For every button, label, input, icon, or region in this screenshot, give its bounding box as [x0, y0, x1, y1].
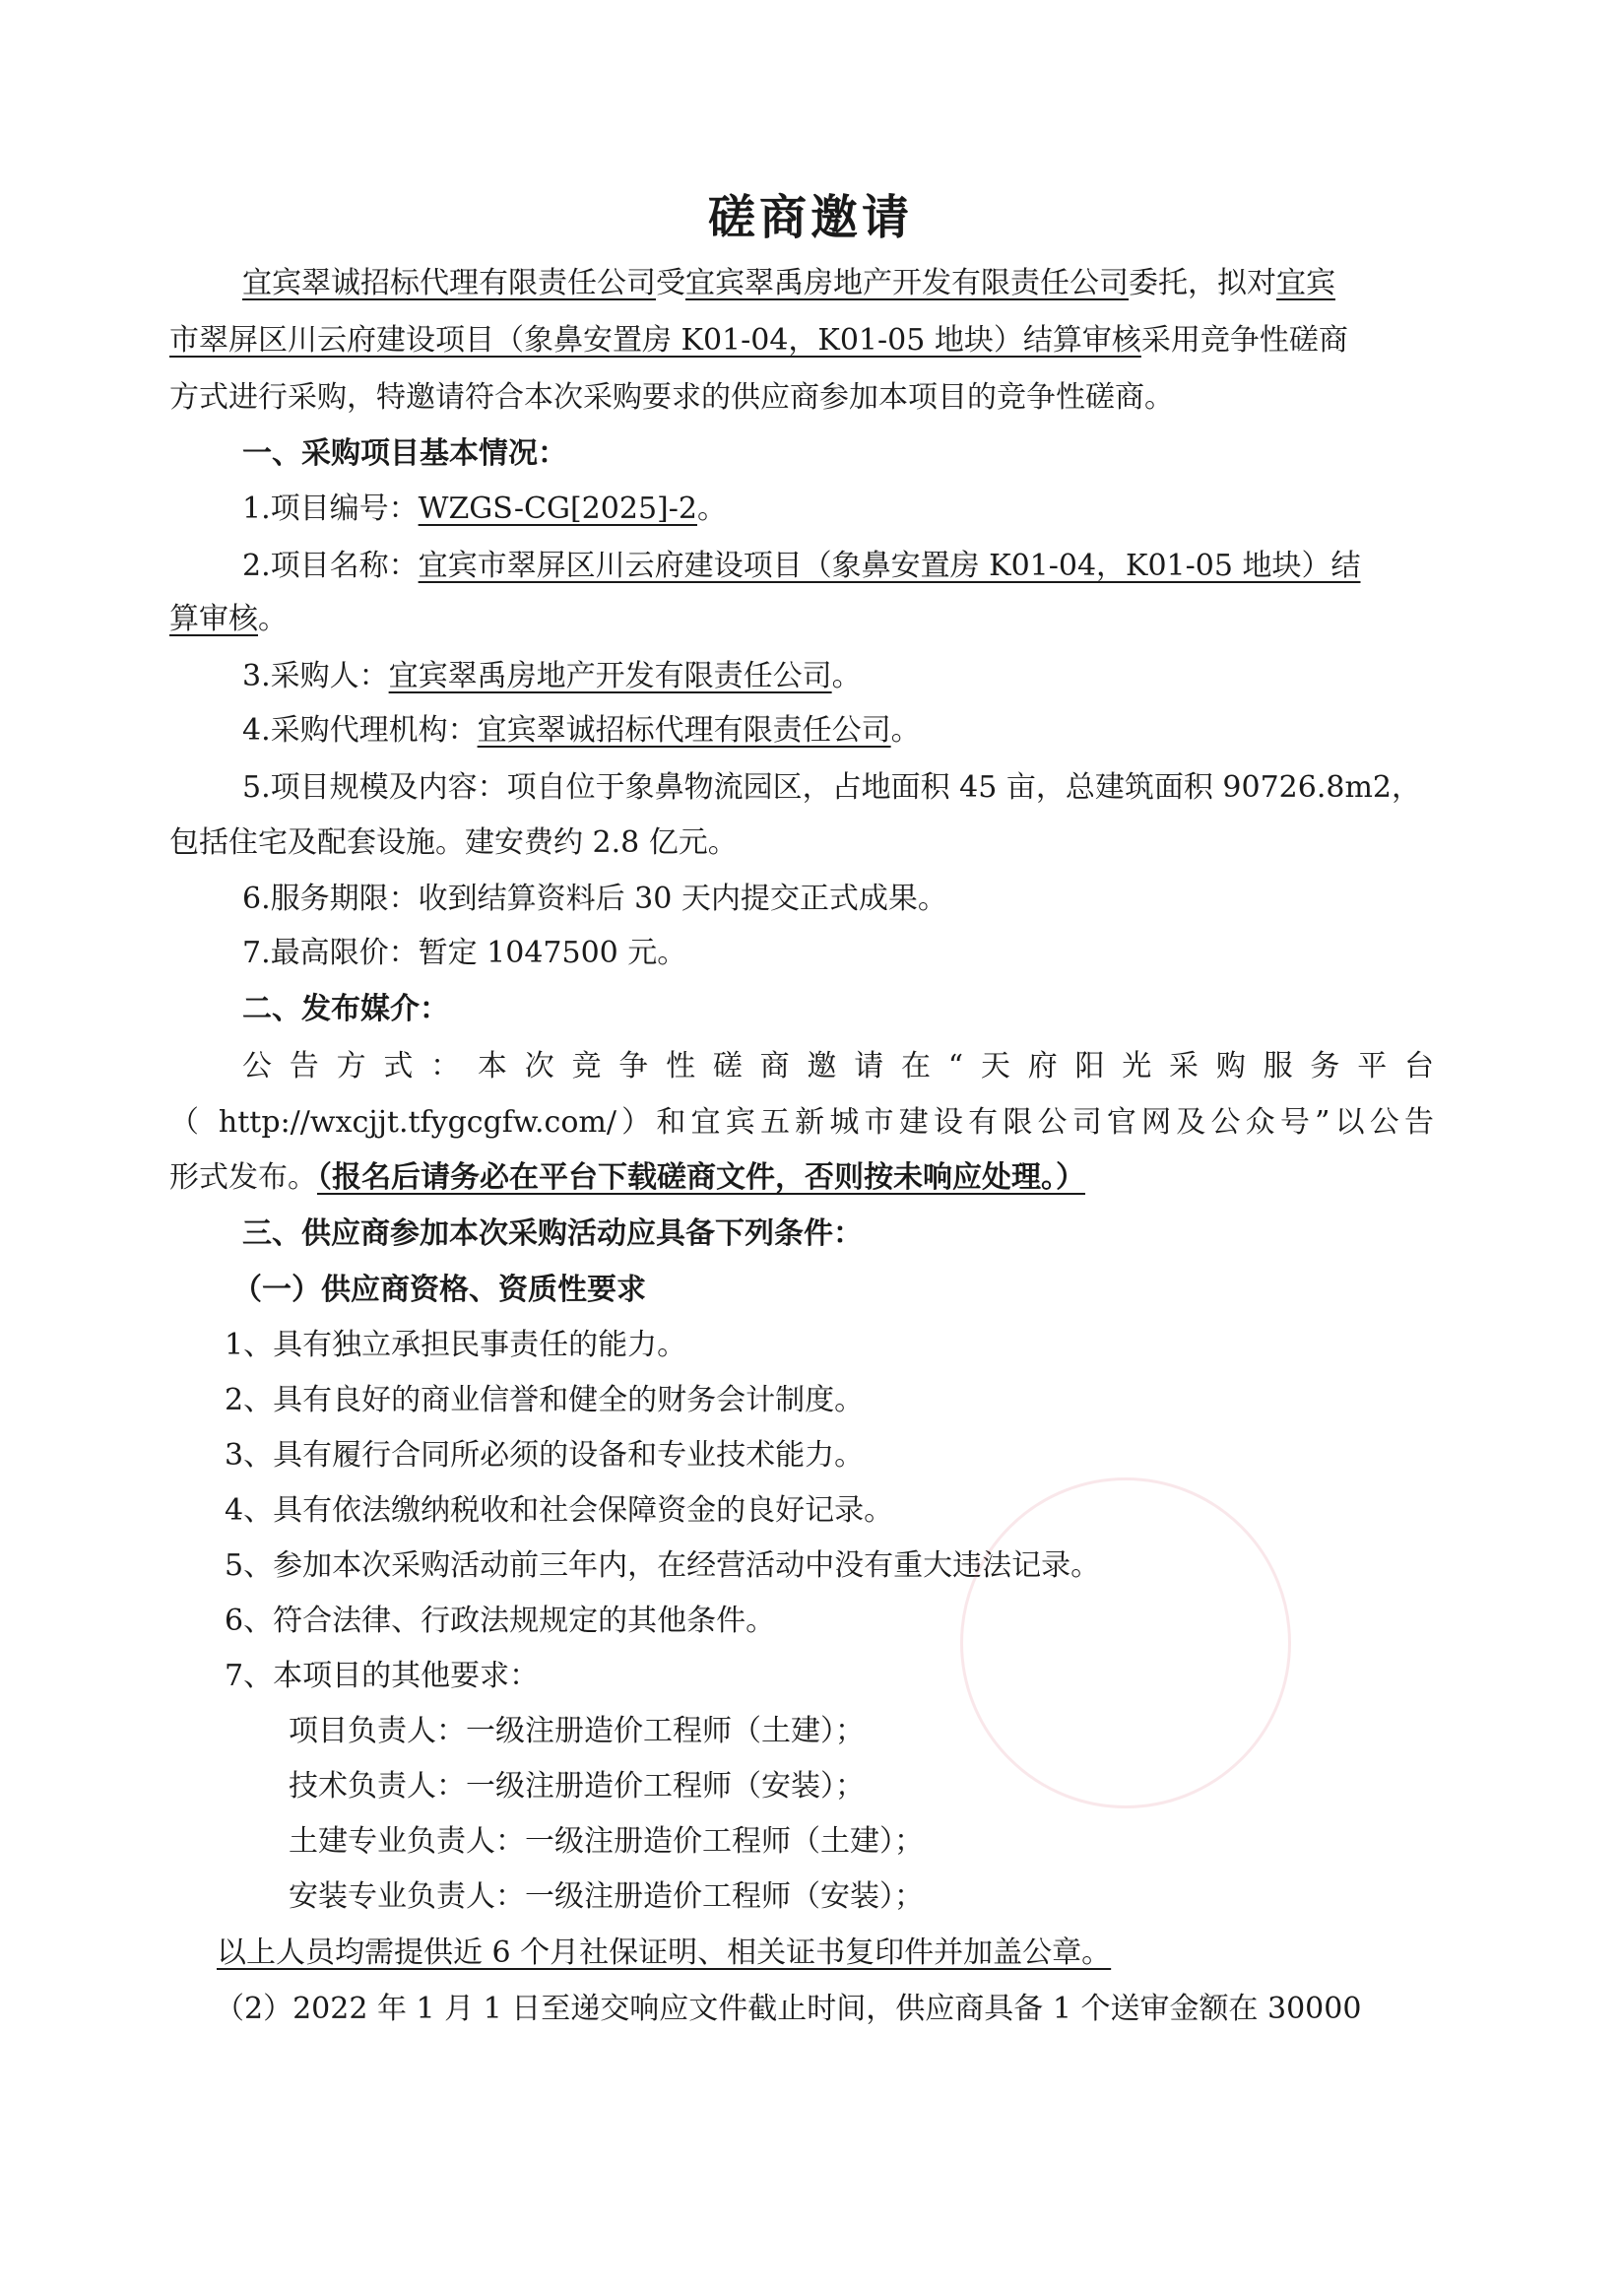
project-title: 市翠屏区川云府建设项目（象鼻安置房 K01-04，K01-05 地块）结算审核 [169, 323, 1141, 358]
roles-note: 以上人员均需提供近 6 个月社保证明、相关证书复印件并加盖公章。 [217, 1935, 1112, 1970]
subsection-qualification: （一）供应商资格、资质性要求 [232, 1273, 646, 1307]
download-note: （报名后请务必在平台下载磋商文件，否则按未响应处理。） [317, 1160, 1085, 1195]
list-item: 4、具有依法缴纳税收和社会保障资金的良好记录。 [225, 1493, 894, 1528]
section-heading-1: 一、采购项目基本情况： [242, 436, 567, 471]
list-item: 1、具有独立承担民事责任的能力。 [225, 1328, 687, 1362]
intro-line-2: 市翠屏区川云府建设项目（象鼻安置房 K01-04，K01-05 地块）结算审核采用竞争性磋商 [169, 323, 1348, 358]
publication-line-3: 形式发布。（报名后请务必在平台下载磋商文件，否则按未响应处理。） [169, 1160, 1085, 1195]
page-title: 磋商邀请 [707, 190, 913, 245]
agent-name: 宜宾翠诚招标代理有限责任公司 [242, 266, 656, 300]
service-period: 6.服务期限：收到结算资料后 30 天内提交正式成果。 [242, 882, 947, 916]
list-item: 5、参加本次采购活动前三年内，在经营活动中没有重大违法记录。 [225, 1548, 1101, 1583]
project-scale-line-1: 5.项目规模及内容：项自位于象鼻物流园区，占地面积 45 亩，总建筑面积 90726.8m2， [242, 770, 1421, 805]
role-requirement: 技术负责人：一级注册造价工程师（安装）； [289, 1769, 865, 1804]
max-price: 7.最高限价：暂定 1047500 元。 [242, 936, 687, 970]
list-item: 6、符合法律、行政法规规定的其他条件。 [225, 1604, 776, 1638]
list-item: 7、本项目的其他要求： [225, 1659, 540, 1693]
project-number: 1.项目编号：WZGS-CG[2025]-2。 [242, 492, 727, 526]
performance-requirement: （2）2022 年 1 月 1 日至递交响应文件截止时间，供应商具备 1 个送审金额在 30000 [215, 1992, 1362, 2026]
list-item: 2、具有良好的商业信誉和健全的财务会计制度。 [225, 1383, 865, 1417]
project-scale-line-2: 包括住宅及配套设施。建安费约 2.8 亿元。 [169, 825, 738, 860]
role-requirement: 项目负责人：一级注册造价工程师（土建）； [289, 1714, 865, 1748]
role-requirement: 土建专业负责人：一级注册造价工程师（土建）； [289, 1824, 924, 1859]
list-item: 3、具有履行合同所必须的设备和专业技术能力。 [225, 1438, 865, 1473]
section-heading-2: 二、发布媒介： [242, 992, 449, 1026]
section-heading-3: 三、供应商参加本次采购活动应具备下列条件： [242, 1216, 863, 1251]
publication-line-1: 公告方式：本次竞争性磋商邀请在“天府阳光采购服务平台 [242, 1049, 1434, 1083]
publication-line-2: （ http://wxcjjt.tfygcgfw.com/）和宜宾五新城市建设有限公司官网及公众号”以公告 [169, 1105, 1434, 1140]
procurement-agent: 4.采购代理机构：宜宾翠诚招标代理有限责任公司。 [242, 713, 921, 748]
intro-line-1: 宜宾翠诚招标代理有限责任公司受宜宾翠禹房地产开发有限责任公司委托，拟对宜宾 [242, 266, 1335, 300]
role-requirement: 安装专业负责人：一级注册造价工程师（安装）； [289, 1879, 924, 1914]
project-name-cont: 算审核。 [169, 602, 288, 636]
purchaser: 3.采购人：宜宾翠禹房地产开发有限责任公司。 [242, 659, 862, 693]
project-name: 2.项目名称：宜宾市翠屏区川云府建设项目（象鼻安置房 K01-04，K01-05 地块）结 [242, 549, 1361, 583]
intro-line-3: 方式进行采购，特邀请符合本次采购要求的供应商参加本项目的竞争性磋商。 [169, 380, 1174, 415]
client-name: 宜宾翠禹房地产开发有限责任公司 [685, 266, 1129, 300]
faded-seal [960, 1477, 1291, 1808]
